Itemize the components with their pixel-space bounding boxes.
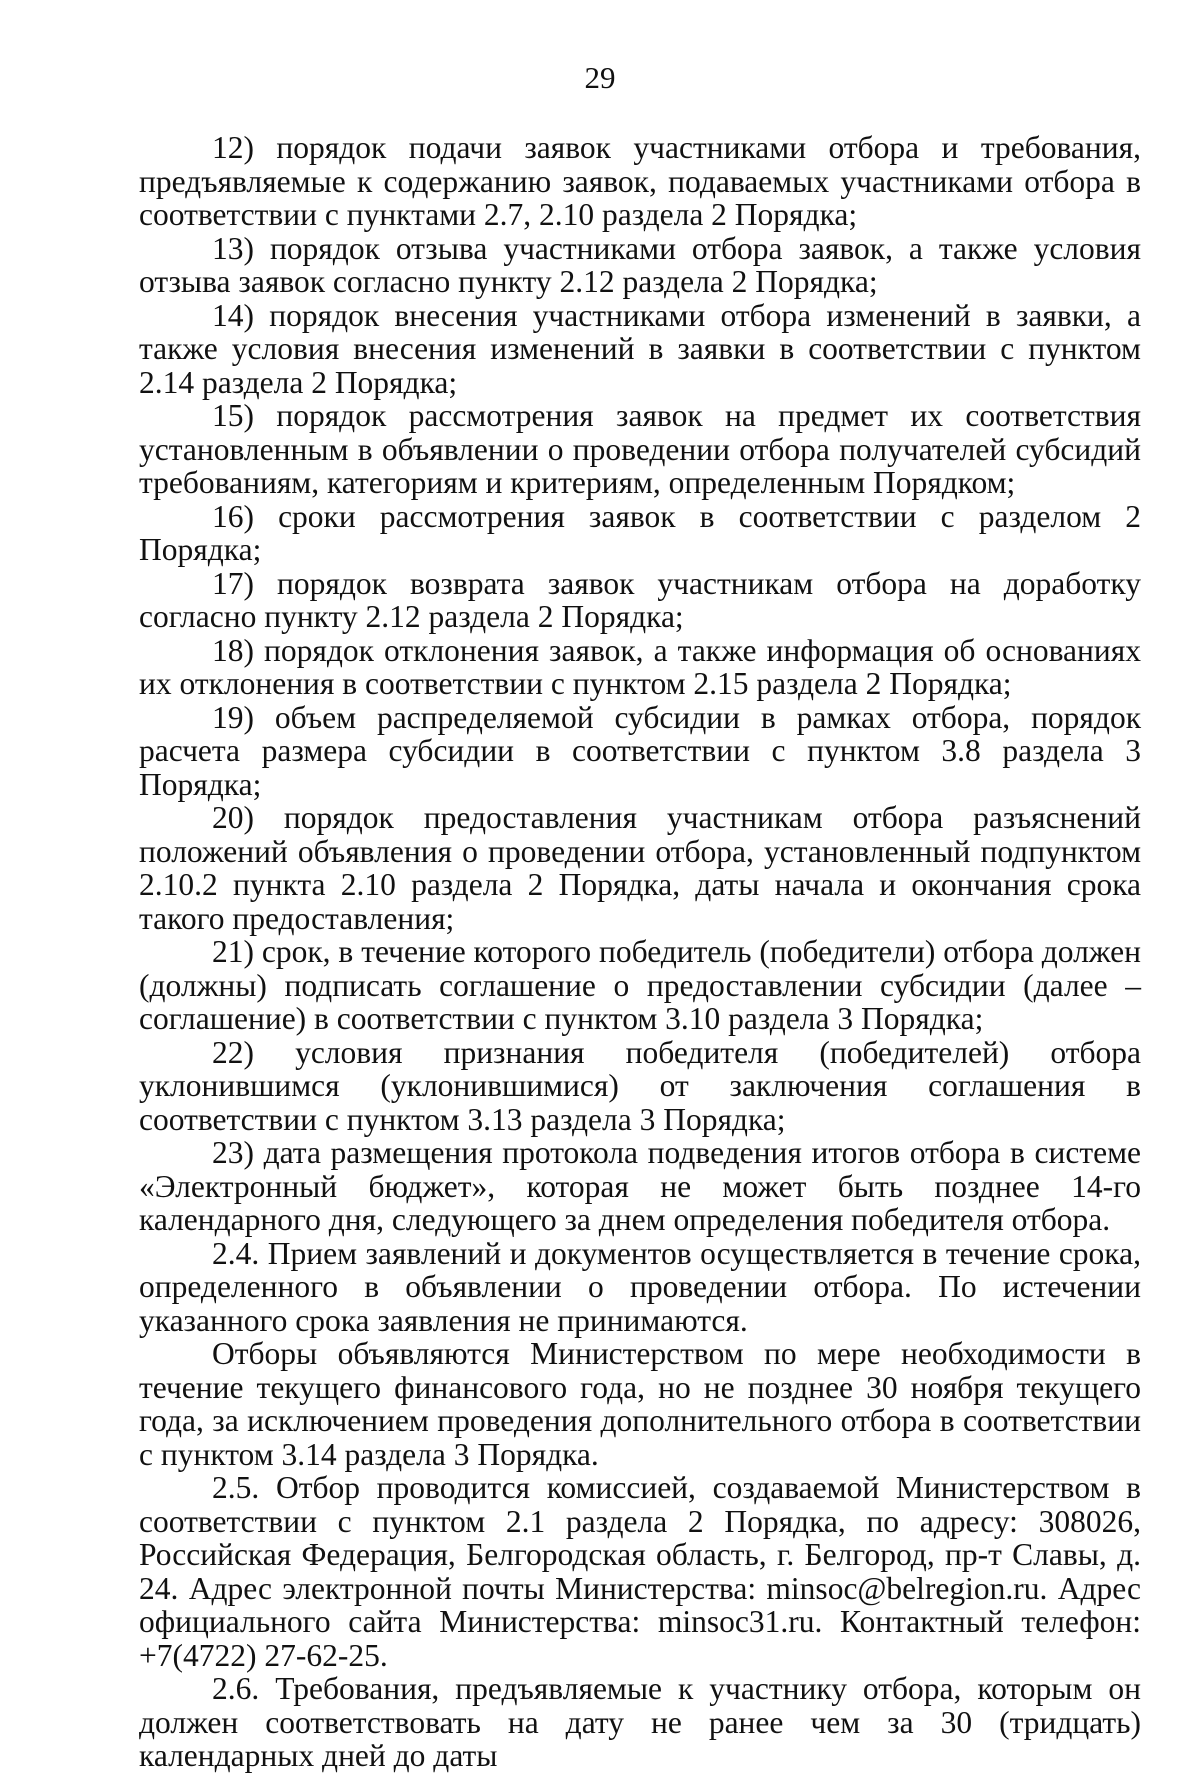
document-body xyxy=(139,131,1141,1773)
paragraph-item-13: 13) порядок отзыва участниками отбора заявок, а также условия отзыва заявок согласно пункту 2.12 раздела 2 Порядка; xyxy=(139,230,1141,299)
paragraph-item-16: 16) сроки рассмотрения заявок в соответствии с разделом 2 Порядка; xyxy=(139,498,1141,567)
paragraph-item-12: 12) порядок подачи заявок участниками отбора и требования, предъявляемые к содержанию заявок, подаваемых участниками отбора в соответствии с пунктами 2.7, 2.10 раздела 2 Порядка; xyxy=(139,130,1141,232)
paragraph-item-20: 20) порядок предоставления участникам отбора разъяснений положений объявления о проведении отбора, установленный подпунктом 2.10.2 пункта 2.10 раздела 2 Порядка, даты начала и окончания срока такого предоставления; xyxy=(139,800,1141,936)
paragraph-item-15: 15) порядок рассмотрения заявок на предмет их соответствия установленным в объявлении о проведении отбора получателей субсидий требованиям, категориям и критериям, определенным Порядком; xyxy=(139,398,1141,500)
paragraph-selection-deadline: Отборы объявляются Министерством по мере необходимости в течение текущего финансового года, но не позднее 30 ноября текущего года, за исключением проведения дополнительного отбора в соответствии с пунктом 3.14 раздела 3 Порядка. xyxy=(139,1336,1141,1472)
paragraph-item-17: 17) порядок возврата заявок участникам отбора на доработку согласно пункту 2.12 раздела 2 Порядка; xyxy=(139,565,1141,634)
paragraph-item-21: 21) срок, в течение которого победитель (победители) отбора должен (должны) подписать соглашение о предоставлении субсидии (далее – соглашение) в соответствии с пунктом 3.10 раздела 3 Порядка; xyxy=(139,934,1141,1036)
paragraph-section-2-4: 2.4. Прием заявлений и документов осуществляется в течение срока, определенного в объявлении о проведении отбора. По истечении указанного срока заявления не принимаются. xyxy=(139,1235,1141,1338)
paragraph-item-14: 14) порядок внесения участниками отбора изменений в заявки, а также условия внесения изменений в заявки в соответствии с пунктом 2.14 раздела 2 Порядка; xyxy=(139,297,1141,400)
paragraph-item-22: 22) условия признания победителя (победителей) отбора уклонившимся (уклонившимися) от заключения соглашения в соответствии с пунктом 3.13 раздела 3 Порядка; xyxy=(139,1034,1141,1137)
page-number: 29 xyxy=(584,60,616,95)
paragraph-item-23: 23) дата размещения протокола подведения итогов отбора в системе «Электронный бюджет», которая не может быть позднее 14-го календарного дня, следующего за днем определения победителя отбора. xyxy=(139,1135,1141,1237)
paragraph-item-18: 18) порядок отклонения заявок, а также информация об основаниях их отклонения в соответствии с пунктом 2.15 раздела 2 Порядка; xyxy=(139,632,1141,701)
paragraph-section-2-5: 2.5. Отбор проводится комиссией, создаваемой Министерством в соответствии с пунктом 2.1 раздела 2 Порядка, по адресу: 308026, Российская Федерация, Белгородская область, г. Белгород, пр-т Славы, д. 24. Адрес электронной почты Министерства: minsoc@belregion.ru. Адрес официального сайта Министерства: minsoc31.ru. Контактный телефон: +7(4722) 27-62-25. xyxy=(139,1470,1141,1673)
paragraph-section-2-6: 2.6. Требования, предъявляемые к участнику отбора, которым он должен соответствовать на дату не ранее чем за 30 (тридцать) календарных дней до даты xyxy=(139,1671,1141,1773)
paragraph-item-19: 19) объем распределяемой субсидии в рамках отбора, порядок расчета размера субсидии в соответствии с пунктом 3.8 раздела 3 Порядка; xyxy=(139,699,1141,802)
